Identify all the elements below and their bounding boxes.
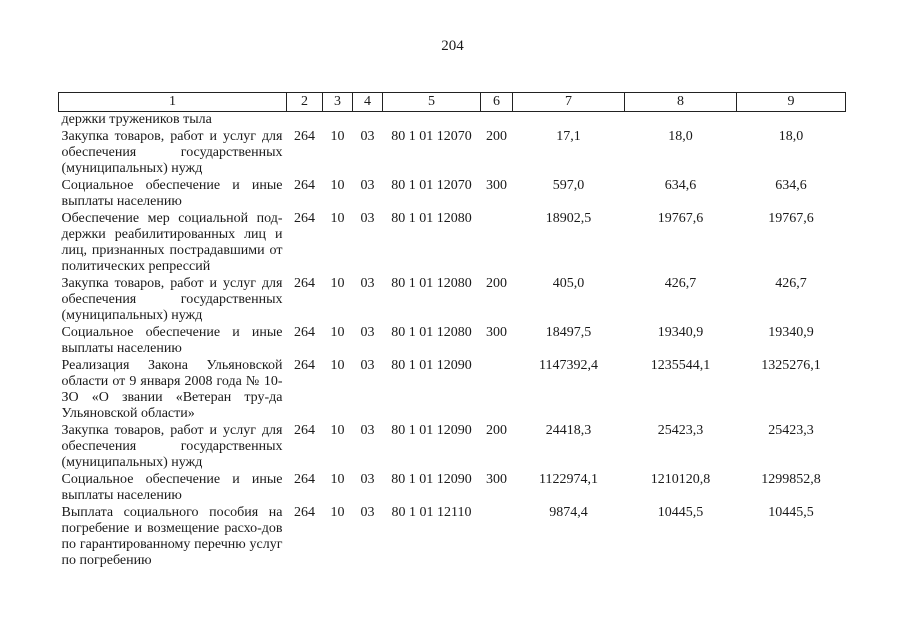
amount-col-8: 18,0 xyxy=(668,129,693,144)
amount-col-7: 9874,4 xyxy=(549,505,588,520)
amount-col-9: 19340,9 xyxy=(768,325,814,340)
target-article-code: 80 1 01 12080 xyxy=(391,211,472,226)
col-4-value: 03 xyxy=(360,358,375,373)
column-header: 8 xyxy=(625,93,737,112)
table-row xyxy=(59,128,846,177)
row-name: Социальное обеспечение и иные выплаты населению xyxy=(61,178,283,209)
row-name: Социальное обеспечение и иные выплаты населению xyxy=(61,472,283,503)
amount-col-9: 1299852,8 xyxy=(761,472,821,487)
column-header: 3 xyxy=(323,93,353,112)
amount-col-7: 1147392,4 xyxy=(539,358,598,373)
target-article-code: 80 1 01 12080 xyxy=(391,325,472,340)
expense-type-code xyxy=(481,357,513,422)
column-header: 6 xyxy=(481,93,513,112)
column-header: 2 xyxy=(287,93,323,112)
col-4-value: 03 xyxy=(360,505,375,520)
amount-col-8: 1235544,1 xyxy=(650,358,711,373)
amount-col-8: 634,6 xyxy=(664,178,697,193)
target-article-code: 80 1 01 12110 xyxy=(391,505,472,520)
col-2-value: 264 xyxy=(294,423,315,438)
amount-col-9: 426,7 xyxy=(775,276,807,291)
amount-col-7: 17,1 xyxy=(556,129,581,144)
page-number: 204 xyxy=(441,38,464,54)
row-name: Выплата социального пособия на погребение и возмещение расхо-дов по гарантированному перечню услуг по погребению xyxy=(61,505,283,568)
table-row xyxy=(59,504,846,569)
col-2-value: 264 xyxy=(294,505,315,520)
col-4-value: 03 xyxy=(360,423,375,438)
column-header: 5 xyxy=(383,93,481,112)
expense-type-code xyxy=(481,504,513,569)
row-name: Социальное обеспечение и иные выплаты населению xyxy=(61,325,283,356)
amount-col-8: 426,7 xyxy=(664,276,697,291)
row-name: Обеспечение мер социальной под-держки реабилитированных лиц и лиц, признанных пострадавшими от политических репрессий xyxy=(61,211,283,274)
expense-type-code xyxy=(481,210,513,275)
col-4-value: 03 xyxy=(360,325,375,340)
amount-col-7: 18902,5 xyxy=(545,211,592,226)
target-article-code: 80 1 01 12080 xyxy=(391,276,472,291)
table-row xyxy=(59,275,846,324)
amount-col-7: 18497,5 xyxy=(545,325,592,340)
amount-col-9: 25423,3 xyxy=(768,423,814,438)
col-3-value: 10 xyxy=(330,423,345,438)
column-header: 7 xyxy=(513,93,625,112)
col-3-value: 10 xyxy=(330,178,345,193)
target-article-code: 80 1 01 12070 xyxy=(391,129,472,144)
table-row xyxy=(59,324,846,357)
table-row xyxy=(59,422,846,471)
col-2-value: 264 xyxy=(294,211,315,226)
expense-type-code: 200 xyxy=(486,129,507,144)
col-4-value: 03 xyxy=(360,276,375,291)
column-header: 4 xyxy=(353,93,383,112)
col-2-value: 264 xyxy=(294,472,315,487)
amount-col-8: 19767,6 xyxy=(657,211,704,226)
column-header: 1 xyxy=(59,93,287,112)
target-article-code: 80 1 01 12070 xyxy=(391,178,472,193)
amount-col-9: 1325276,1 xyxy=(761,358,821,373)
amount-col-8: 19340,9 xyxy=(657,325,704,340)
col-3-value: 10 xyxy=(330,472,345,487)
col-3-value: 10 xyxy=(330,505,345,520)
col-2-value: 264 xyxy=(294,178,315,193)
col-4-value: 03 xyxy=(360,129,375,144)
table-row xyxy=(59,177,846,210)
amount-col-8: 25423,3 xyxy=(657,423,704,438)
amount-col-7: 1122974,1 xyxy=(539,472,598,487)
table-row xyxy=(59,357,846,422)
col-3-value: 10 xyxy=(330,276,345,291)
table-row xyxy=(59,471,846,504)
col-3-value: 10 xyxy=(330,211,345,226)
expense-type-code: 300 xyxy=(486,325,507,340)
amount-col-9: 10445,5 xyxy=(768,505,814,520)
col-2-value: 264 xyxy=(294,325,315,340)
col-3-value: 10 xyxy=(330,358,345,373)
amount-col-7: 24418,3 xyxy=(545,423,592,438)
expense-type-code: 200 xyxy=(486,423,507,438)
table-row xyxy=(59,210,846,275)
col-2-value: 264 xyxy=(294,358,315,373)
table-header-row xyxy=(59,93,846,112)
row-name: Закупка товаров, работ и услуг для обеспечения государственных (муниципальных) нужд xyxy=(61,423,283,470)
col-3-value: 10 xyxy=(330,129,345,144)
col-2-value: 264 xyxy=(294,129,315,144)
col-4-value: 03 xyxy=(360,178,375,193)
col-2-value: 264 xyxy=(294,276,315,291)
expense-type-code: 200 xyxy=(486,276,507,291)
column-header: 9 xyxy=(737,93,846,112)
amount-col-8: 10445,5 xyxy=(657,505,704,520)
expense-type-code: 300 xyxy=(486,472,507,487)
continuation-text: держки тружеников тыла xyxy=(61,112,212,127)
amount-col-9: 19767,6 xyxy=(768,211,814,226)
row-name: Реализация Закона Ульяновской области от 9 января 2008 года № 10-ЗО «О звании «Ветеран тру-да Ульяновской области» xyxy=(61,358,283,421)
col-4-value: 03 xyxy=(360,472,375,487)
target-article-code: 80 1 01 12090 xyxy=(391,358,472,373)
amount-col-7: 405,0 xyxy=(552,276,585,291)
col-3-value: 10 xyxy=(330,325,345,340)
continuation-row xyxy=(59,112,846,129)
amount-col-8: 1210120,8 xyxy=(650,472,711,487)
target-article-code: 80 1 01 12090 xyxy=(391,423,472,438)
amount-col-9: 634,6 xyxy=(775,178,807,193)
expense-type-code: 300 xyxy=(486,178,507,193)
amount-col-9: 18,0 xyxy=(778,129,804,144)
col-4-value: 03 xyxy=(360,211,375,226)
target-article-code: 80 1 01 12090 xyxy=(391,472,472,487)
amount-col-7: 597,0 xyxy=(552,178,585,193)
budget-table xyxy=(58,92,846,569)
row-name: Закупка товаров, работ и услуг для обеспечения государственных (муниципальных) нужд xyxy=(61,129,283,176)
row-name: Закупка товаров, работ и услуг для обеспечения государственных (муниципальных) нужд xyxy=(61,276,283,323)
